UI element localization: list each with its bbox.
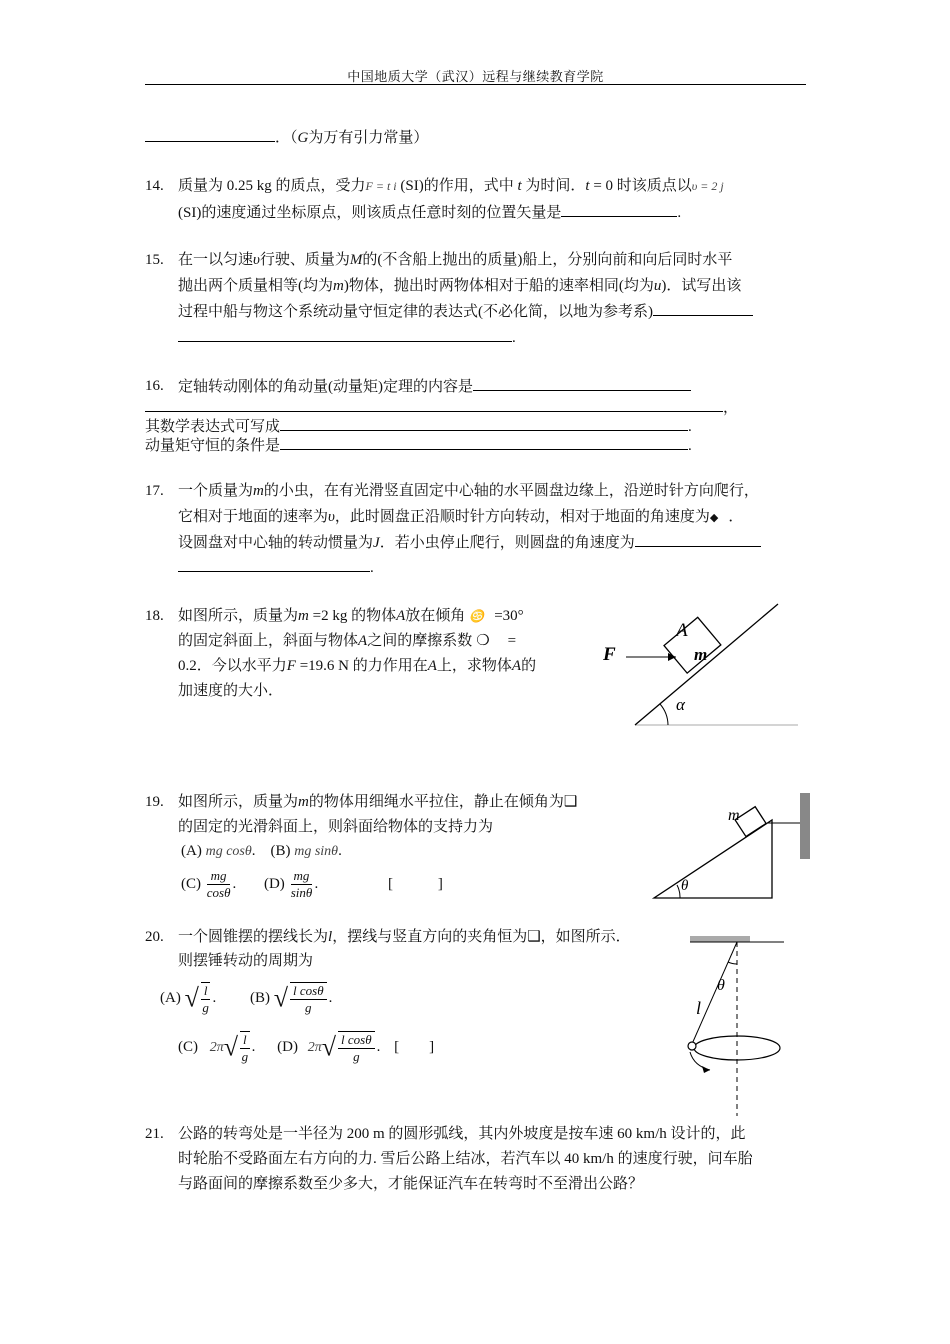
q20-options-cd: (C) 2π√ $\frac{l}{g}$ . (D) 2π√ $\frac{\text{l cosθ}}{g}$ . [ ] [178, 1031, 435, 1064]
q15-line-4: . [178, 327, 516, 348]
answer-blank[interactable] [145, 397, 723, 412]
answer-blank[interactable] [473, 376, 691, 391]
angle-alpha-label: α [676, 695, 685, 714]
question-number: 14. [145, 178, 164, 194]
option-d[interactable]: (D) [277, 1039, 298, 1055]
q21-line-1: 公路的转弯处是一半径为 200 m 的圆形弧线，其内外坡度是按车速 60 km/h 设计的，此 [178, 1126, 746, 1142]
q17-line-1: 一个质量为m的小虫，在有光滑竖直固定中心轴的水平圆盘边缘上，沿逆时针方向爬行， [178, 483, 759, 499]
angle-theta-label: θ [681, 878, 689, 894]
fraction: $\frac{l}{g}$ [241, 1031, 249, 1064]
q14-line-2: (SI)的速度通过坐标原点，则该质点任意时刻的位置矢量是 . [178, 202, 681, 223]
option-c[interactable]: (C) [181, 876, 201, 892]
pendulum-string [692, 942, 737, 1044]
answer-blank[interactable] [145, 127, 275, 142]
q20-line-2: 则摆锤转动的周期为 [178, 953, 314, 969]
force-label: F [603, 644, 616, 665]
fraction: $\frac{mg}{\sin\theta}$ [290, 868, 313, 901]
wall [800, 793, 810, 859]
q15-line-2: 抛出两个质量相等(均为m)物体，抛出时两物体相对于船的速率相同(均为u)．试写出该 [178, 278, 742, 294]
header-rule [145, 84, 806, 85]
option-a[interactable]: (A) [160, 990, 181, 1006]
q17-line-2: 它相对于地面的速率为υ，此时圆盘正沿顺时针方向转动，相对于地面的角速度为◆ ． [178, 509, 744, 525]
q15-line-1: 在一以匀速υ行驶、质量为M的(不含船上抛出的质量)船上，分别向前和向后同时水平 [178, 252, 733, 268]
alpha-symbol: ♋ [469, 609, 485, 623]
rotation-arrowhead [702, 1066, 710, 1073]
fraction: $\frac{\text{l cosθ}}{g}$ [290, 982, 327, 1016]
mu-symbol: ❍ [476, 633, 490, 649]
angle-arc [728, 962, 737, 964]
ceiling [690, 936, 750, 942]
force-expression: F = t i [365, 179, 397, 193]
angle-arc [660, 704, 668, 725]
fraction: $\frac{\text{l cosθ}}{g}$ [338, 1031, 375, 1065]
q19-options-cd: (C) $\frac{mg}{\cos\theta}$ . (D) $\frac{mg}{\sin\theta}$ . [ ] [181, 868, 443, 901]
answer-blank[interactable] [178, 557, 370, 572]
q18-line-4: 加速度的大小． [178, 683, 284, 699]
option-d[interactable]: (D) [263, 876, 285, 892]
option-c[interactable]: (C) [178, 1039, 198, 1055]
question-number: 16. [145, 378, 164, 394]
option-b[interactable]: . (B) [251, 843, 291, 859]
q16-line-1: 定轴转动刚体的角动量(动量矩)定理的内容是 [178, 376, 691, 397]
q20-options-ab: (A) √ $\frac{l}{g}$ . (B) √ $\frac{\text{l cosθ}}{g}$ . [160, 982, 333, 1015]
theta-symbol: ❑ [563, 794, 578, 810]
block-mass-label: m [694, 645, 708, 664]
q19-line-1: 如图所示，质量为m的物体用细绳水平拉住，静止在倾角为❑ [178, 794, 578, 810]
question-number: 18. [145, 608, 164, 624]
answer-blank[interactable] [178, 327, 512, 342]
block-a-label: A [676, 620, 688, 641]
velocity-expression: υ = 2 j [691, 179, 724, 193]
answer-bracket[interactable]: [ ] [387, 876, 443, 892]
answer-blank[interactable] [635, 532, 761, 547]
q20-conical-pendulum-figure [680, 930, 790, 1120]
incline-line [635, 604, 778, 725]
circular-path [694, 1036, 780, 1060]
q13-tail: ．（G为万有引力常量） [145, 127, 428, 148]
question-number: 17. [145, 483, 164, 499]
block-mass-label: m [728, 807, 740, 824]
q19-options-ab: (A) mg cosθ. (B) mg sinθ. [181, 843, 342, 859]
q16-line-4: 动量矩守恒的条件是 . [145, 435, 692, 456]
q14-line-1: 质量为 0.25 kg 的质点，受力F = t i (SI)的作用，式中 t 为时间．t = 0 时该质点以υ = 2 j [178, 178, 724, 194]
q20-line-1: 一个圆锥摆的摆线长为l，摆线与竖直方向的夹角恒为❑，如图所示． [178, 929, 631, 945]
answer-blank[interactable] [280, 435, 688, 450]
question-number: 19. [145, 794, 164, 810]
page-header: 中国地质大学（武汉）远程与继续教育学院 [347, 69, 604, 84]
question-number: 20. [145, 929, 164, 945]
question-number: 21. [145, 1126, 164, 1142]
fraction: $\frac{mg}{\cos\theta}$ [206, 868, 231, 901]
option-b[interactable]: (B) [249, 990, 270, 1006]
answer-blank[interactable] [280, 416, 688, 431]
angle-theta-label: θ [717, 977, 725, 994]
option-a[interactable]: (A) [181, 843, 202, 859]
block-a [664, 617, 721, 673]
q15-line-3: 过程中船与物这个系统动量守恒定律的表达式(不必化简，以地为参考系) [178, 301, 753, 322]
q18-line-3: 0.2．今以水平力F =19.6 N 的力作用在A上，求物体A的 [178, 658, 537, 674]
answer-blank[interactable] [561, 202, 677, 217]
fraction: $\frac{l}{g}$ [202, 982, 209, 1015]
length-label: l [696, 998, 702, 1018]
q17-line-4: . [178, 557, 374, 578]
q18-line-1: 如图所示，质量为m =2 kg 的物体A放在倾角 ♋ =30° [178, 608, 524, 624]
q19-line-2: 的固定的光滑斜面上，则斜面给物体的支持力为 [178, 819, 494, 835]
q21-line-3: 与路面间的摩擦系数至少多大，才能保证汽车在转弯时不至滑出公路？ [178, 1176, 644, 1192]
answer-blank[interactable] [653, 301, 753, 316]
answer-bracket[interactable]: [ ] [394, 1039, 435, 1055]
omega-symbol: ◆ [709, 512, 719, 524]
q17-line-3: 设圆盘对中心轴的转动惯量为J．若小虫停止爬行，则圆盘的角速度为 [178, 532, 761, 553]
q18-line-2: 的固定斜面上，斜面与物体A之间的摩擦系数 ❍ = [178, 633, 517, 649]
q19-incline-figure [648, 790, 814, 902]
pendulum-bob [688, 1042, 696, 1050]
question-number: 15. [145, 252, 164, 268]
q16-line-2: ， [145, 397, 738, 418]
q18-incline-figure [600, 598, 810, 730]
theta-symbol: ❑ [527, 929, 541, 945]
q21-line-2: 时轮胎不受路面左右方向的力. 雪后公路上结冰，若汽车以 40 km/h 的速度行驶，问车胎 [178, 1151, 753, 1167]
q16-line-3: 其数学表达式可写成 . [145, 416, 692, 437]
